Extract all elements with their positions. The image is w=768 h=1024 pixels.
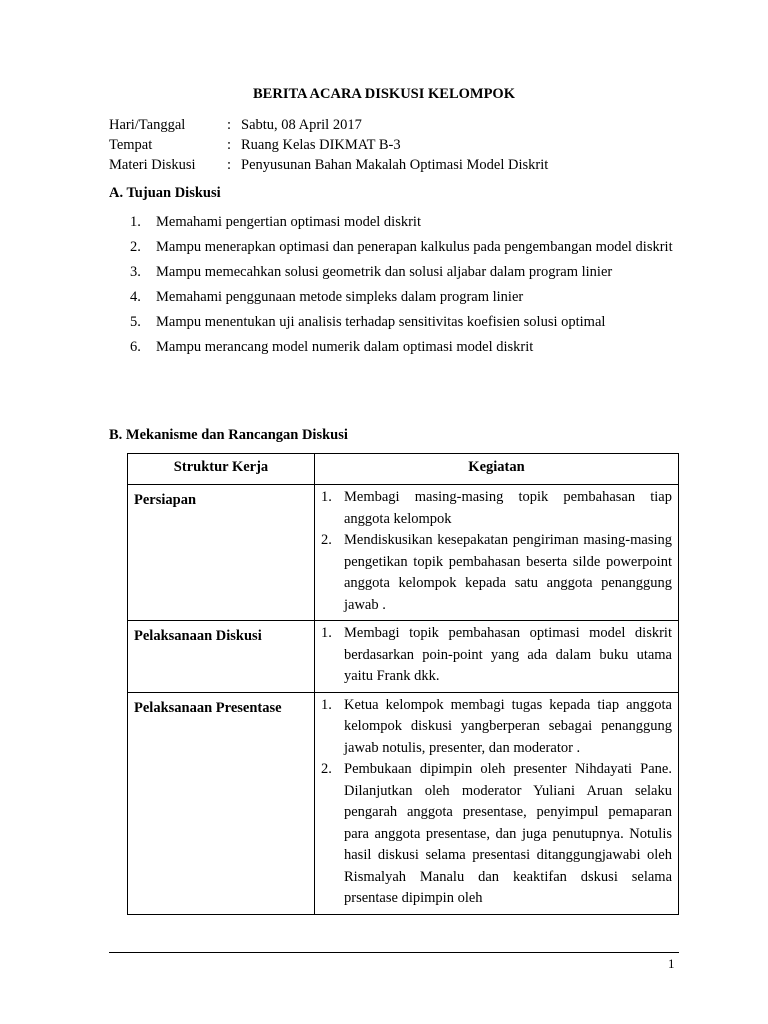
- mechanism-table: [127, 453, 679, 915]
- list-item: [321, 530, 672, 616]
- item-number: 1.: [321, 489, 332, 505]
- item-number: 2.: [321, 532, 332, 548]
- document-title: BERITA ACARA DISKUSI KELOMPOK: [253, 86, 515, 102]
- column-header-kegiatan: Kegiatan: [315, 454, 679, 485]
- list-item: [130, 335, 680, 360]
- meta-label: Tempat: [109, 137, 153, 153]
- list-item: [321, 487, 672, 530]
- list-item: [321, 759, 672, 910]
- meta-label: Hari/Tanggal: [109, 117, 186, 133]
- meta-value: Penyusunan Bahan Makalah Optimasi Model Diskrit: [241, 157, 549, 173]
- meta-row-date: [109, 115, 548, 135]
- kegiatan-list: [315, 485, 678, 620]
- objectives-list: [130, 210, 680, 360]
- item-text: Membagi masing-masing topik pembahasan tiap anggota kelompok: [344, 489, 672, 527]
- list-item: [130, 310, 680, 335]
- kegiatan-cell: [315, 621, 679, 693]
- section-a-heading: A. Tujuan Diskusi: [109, 185, 221, 201]
- kegiatan-cell: [315, 692, 679, 914]
- item-text: Mampu memecahkan solusi geometrik dan solusi aljabar dalam program linier: [156, 264, 613, 280]
- item-text: Memahami pengertian optimasi model diskrit: [156, 214, 421, 230]
- item-text: Ketua kelompok membagi tugas kepada tiap anggota kelompok diskusi yangberperan sebagai penanggung jawab notulis, presenter, dan moderator .: [344, 696, 672, 756]
- struktur-cell: Persiapan: [128, 485, 315, 621]
- meta-value: Sabtu, 08 April 2017: [241, 117, 362, 133]
- struktur-cell: Pelaksanaan Diskusi: [128, 621, 315, 693]
- list-item: [130, 260, 680, 285]
- item-number: 1.: [321, 625, 332, 641]
- list-item: [321, 695, 672, 760]
- item-number: 3.: [130, 264, 141, 280]
- table-row: [128, 692, 679, 914]
- kegiatan-list: [315, 693, 678, 914]
- meta-row-place: [109, 135, 548, 155]
- meta-row-topic: [109, 155, 548, 175]
- item-number: 1.: [321, 696, 332, 713]
- table-row: [128, 621, 679, 693]
- item-text: Mendiskusikan kesepakatan pengiriman masing-masing pengetikan topik pembahasan beserta silde powerpoint anggota kelompok kepada satu anggota penanggung jawab .: [344, 532, 672, 613]
- item-text: Membagi topik pembahasan optimasi model diskrit berdasarkan poin-point yang ada dalam buku utama yaitu Frank dkk.: [344, 625, 672, 684]
- list-item: [130, 235, 680, 260]
- item-text: Pembukaan dipimpin oleh presenter Nihdayati Pane. Dilanjutkan oleh moderator Yuliani Aruan selaku pengarah anggota presentase, penyimpul pemaparan para anggota presentase, dan juga penutupnya. Notulis hasil diskusi selama presentasi ditanggungjawabi oleh Rismalyah Manalu dan keaktifan dskusi selama prsentase dipimpin oleh: [344, 761, 672, 906]
- section-b-heading: B. Mekanisme dan Rancangan Diskusi: [109, 427, 348, 443]
- item-number: 6.: [130, 339, 141, 355]
- meta-info: [109, 115, 548, 175]
- item-number: 4.: [130, 289, 141, 305]
- item-text: Mampu merancang model numerik dalam optimasi model diskrit: [156, 339, 534, 355]
- item-number: 2.: [130, 239, 141, 255]
- footer-divider: [109, 952, 679, 953]
- meta-label: Materi Diskusi: [109, 157, 196, 173]
- table-header-row: [128, 454, 679, 485]
- item-number: 5.: [130, 314, 141, 330]
- kegiatan-cell: [315, 485, 679, 621]
- meta-colon: :: [227, 157, 232, 173]
- column-header-struktur: Struktur Kerja: [128, 454, 315, 485]
- meta-colon: :: [227, 137, 232, 153]
- list-item: [130, 210, 680, 235]
- struktur-cell: Pelaksanaan Presentase: [128, 692, 315, 914]
- item-number: 1.: [130, 214, 141, 230]
- page-number: 1: [668, 956, 675, 971]
- item-text: Mampu menentukan uji analisis terhadap sensitivitas koefisien solusi optimal: [156, 314, 606, 330]
- meta-colon: :: [227, 117, 232, 133]
- item-text: Memahami penggunaan metode simpleks dalam program linier: [156, 289, 524, 305]
- item-text: Mampu menerapkan optimasi dan penerapan kalkulus pada pengembangan model diskrit: [156, 239, 673, 255]
- item-number: 2.: [321, 761, 332, 777]
- table-row: [128, 485, 679, 621]
- kegiatan-list: [315, 621, 678, 692]
- list-item: [130, 285, 680, 310]
- list-item: [321, 623, 672, 688]
- meta-value: Ruang Kelas DIKMAT B-3: [241, 137, 401, 153]
